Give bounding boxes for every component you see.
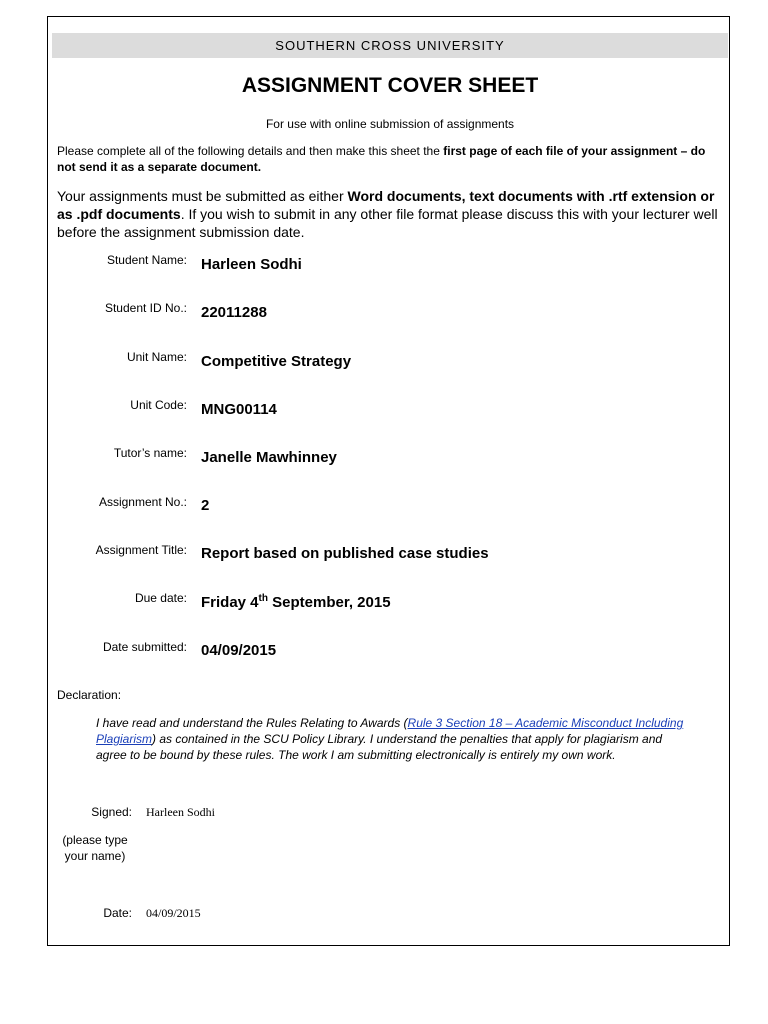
academic-misconduct-link[interactable]: Rule 3 Section 18 – Academic Misconduct Including Plagiarism — [96, 716, 684, 746]
signed-value: Harleen Sodhi — [146, 805, 215, 819]
assignment-no-label: Assignment No.: — [98, 495, 187, 509]
page-subtitle: For use with online submission of assignments — [265, 117, 515, 131]
due-date-label: Due date: — [134, 591, 187, 605]
assignment-no-value: 2 — [201, 497, 210, 514]
due-date-suffix: th — [258, 593, 268, 604]
declaration-text-start: I have read and understand the Rules Relating to Awards ( — [96, 716, 408, 730]
file-format-paragraph — [57, 187, 722, 241]
student-name-value: Harleen Sodhi — [201, 256, 302, 273]
date-label: Date: — [103, 906, 132, 920]
tutor-name-label: Tutor’s name: — [113, 446, 187, 460]
date-value: 04/09/2015 — [146, 906, 201, 920]
student-name-label: Student Name: — [106, 253, 187, 267]
signature-note: (please type your name) — [62, 833, 128, 863]
due-date-value — [201, 593, 391, 611]
date-submitted-value: 04/09/2015 — [201, 642, 277, 659]
instructions-paragraph — [57, 143, 722, 175]
declaration-label: Declaration: — [57, 688, 122, 702]
unit-name-label: Unit Name: — [126, 350, 187, 364]
date-submitted-label: Date submitted: — [102, 640, 187, 654]
unit-name-value: Competitive Strategy — [201, 353, 352, 370]
declaration-text — [96, 715, 686, 763]
assignment-title-label: Assignment Title: — [95, 543, 187, 557]
formats-end-text: . If you wish to submit in any other file format please discuss this with your lecturer well before the assignment submission date. — [57, 206, 718, 240]
university-header: SOUTHERN CROSS UNIVERSITY — [52, 33, 728, 58]
due-date-day: Friday 4 — [201, 594, 259, 611]
assignment-title-value: Report based on published case studies — [201, 545, 489, 562]
unit-code-label: Unit Code: — [130, 398, 187, 412]
formats-text: Your assignments must be submitted as either — [57, 188, 348, 204]
student-id-value: 22011288 — [201, 304, 267, 321]
unit-code-value: MNG00114 — [201, 401, 277, 418]
due-date-month-year: September, 2015 — [267, 594, 391, 611]
formats-bold-text: Word documents, text documents with .rtf extension or as .pdf documents — [57, 188, 715, 222]
student-id-label: Student ID No.: — [104, 301, 187, 315]
instructions-text: Please complete all of the following details and then make this sheet the — [57, 144, 444, 158]
page-title: ASSIGNMENT COVER SHEET — [241, 74, 539, 97]
declaration-text-end: ) as contained in the SCU Policy Library. I understand the penalties that apply for plagiarism and agree to be bound by these rules. The work I am submitting electronically is entirely my own work. — [96, 732, 663, 762]
tutor-name-value: Janelle Mawhinney — [201, 449, 337, 466]
instructions-bold-text: first page of each file of your assignment – do not send it as a separate document. — [57, 144, 706, 174]
signed-label: Signed: — [91, 805, 132, 819]
